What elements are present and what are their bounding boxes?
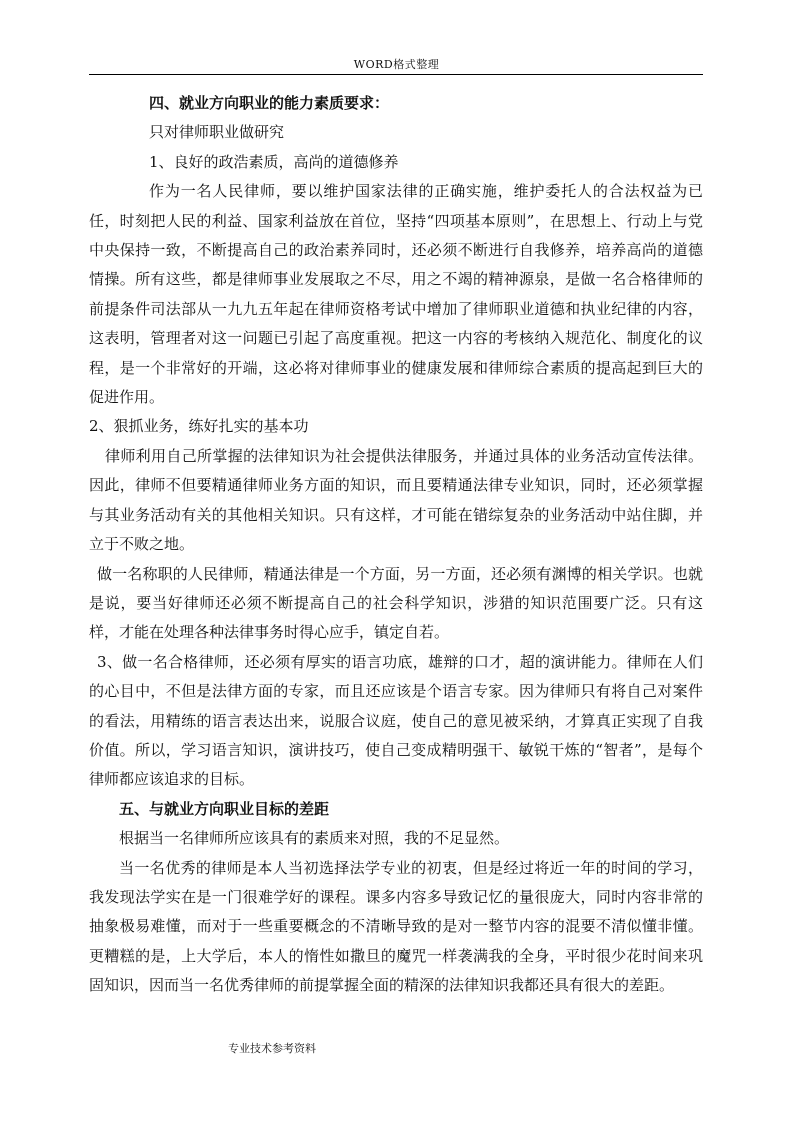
item-3-body: 3、做一名合格律师，还必须有厚实的语言功底，雄辩的口才，超的演讲能力。律师在人们的心目中，不但是法律方面的专家，而且还应该是个语言专家。因为律师只有将自己对案件的看法，用精练的语言表达出来，说服合议庭，使自己的意见被采纳，才算真正实现了自我价值。所以，学习语言知识，演讲技巧，使自己变成精明强干、敏锐干炼的“智者”，是每个律师都应该追求的目标。 (89, 652, 703, 789)
item-1-title: 1、良好的政浩素质，高尚的道德修养 (149, 152, 399, 171)
section-5-heading: 五、与就业方向职业目标的差距 (119, 799, 330, 818)
item-1-body: 作为一名人民律师，要以维护国家法律的正确实施，维护委托人的合法权益为已任，时刻把人民的利益、国家利益放在首位，坚持“四项基本原则”，在思想上、行动上与党中央保持一致，不断提高自己的政治素养同时，还必须不断进行自我修养，培养高尚的道德情操。所有这些，都是律师事业发展取之不尽，用之不竭的精神源泉，是做一名合格律师的前提条件司法部从一九九五年起在律师资格考试中增加了律师职业道德和执业纪律的内容，这表明，管理者对这一问题已引起了高度重视。把这一内容的考核纳入规范化、制度化的议程，是一个非常好的开端，这必将对律师事业的健康发展和律师综合素质的提高起到巨大的促进作用。 (89, 182, 703, 407)
page-footer: 专业技术参考资料 (228, 1042, 316, 1055)
section-5-intro: 根据当一名律师所应该具有的素质来对照，我的不足显然。 (119, 829, 510, 848)
page-header-title: WORD格式整理 (353, 58, 440, 71)
item-2-title: 2、狠抓业务，练好扎实的基本功 (89, 417, 309, 436)
item-2-body-2: 做一名称职的人民律师，精通法律是一个方面，另一方面，还必须有渊博的相关学识。也就是说，要当好律师还必须不断提高自己的社会科学知识，涉猎的知识范围要广泛。只有这样，才能在处理各种法律事务时得心应手，镇定自若。 (89, 564, 703, 642)
item-2-body-1: 律师利用自己所掌握的法律知识为社会提供法律服务，并通过具体的业务活动宣传法律。因此，律师不但要精通律师业务方面的知识，而且要精通法律专业知识，同时，还必须掌握与其业务活动有关的其他相关知识。只有这样，才可能在错综复杂的业务活动中站住脚，并立于不败之地。 (89, 446, 703, 554)
section-5-body: 当一名优秀的律师是本人当初选择法学专业的初衷，但是经过将近一年的时间的学习，我发现法学实在是一门很难学好的课程。课多内容多导致记忆的量很庞大，同时内容非常的抽象极易难懂，而对于一些重要概念的不清晰导致的是对一整节内容的混要不清似懂非懂。更糟糕的是，上大学后，本人的惰性如撒旦的魔咒一样袭满我的全身，平时很少花时间来巩固知识，因而当一名优秀律师的前提掌握全面的精深的法律知识我都还具有很大的差距。 (89, 858, 703, 995)
section-4-intro: 只对律师职业做研究 (149, 123, 285, 142)
section-4-heading: 四、就业方向职业的能力素质要求： (149, 94, 390, 112)
header-divider (89, 74, 703, 75)
document-body (89, 89, 703, 1001)
